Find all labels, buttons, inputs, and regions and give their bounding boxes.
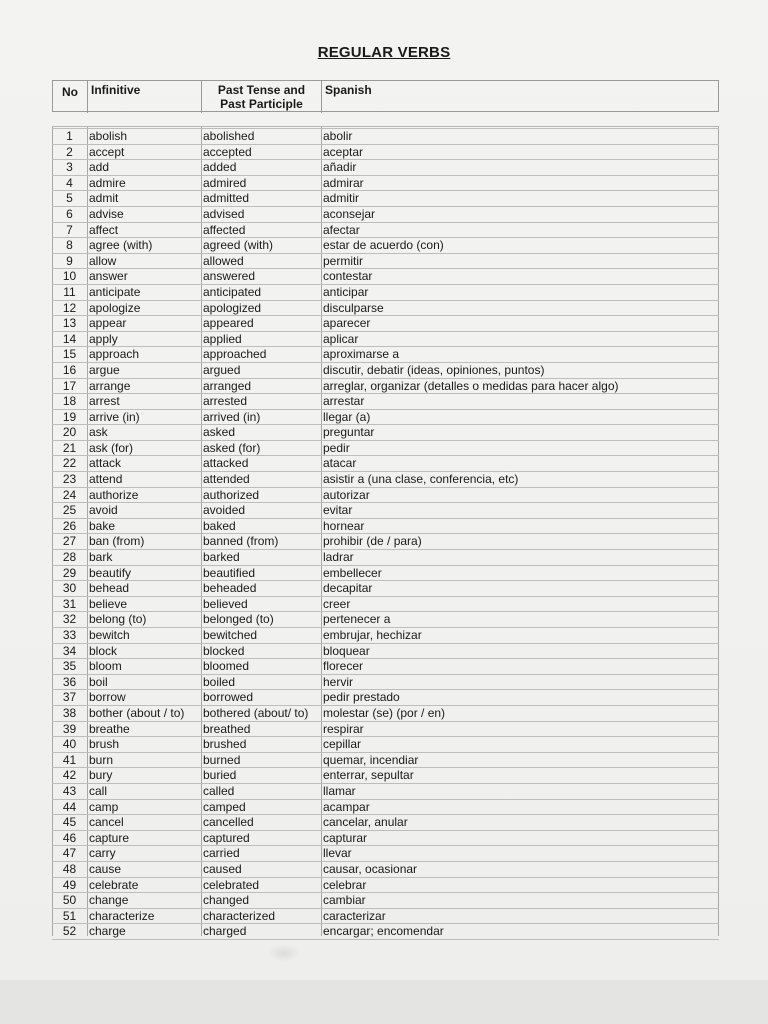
row-past-tense: allowed [203,253,244,268]
row-number: 10 [62,269,77,284]
row-spanish: enterrar, sepultar [323,768,414,783]
row-past-tense: charged [203,924,247,939]
row-number: 43 [62,783,77,798]
row-number: 22 [62,456,77,471]
header-infinitive: Infinitive [88,81,202,113]
row-past-tense: argued [203,362,241,377]
row-number: 46 [62,830,77,845]
row-infinitive: bake [89,518,116,533]
row-past-tense: apologized [203,300,262,315]
row-infinitive: boil [89,674,108,689]
row-number: 16 [62,362,77,377]
row-infinitive: cancel [89,815,124,830]
row-number: 2 [66,144,73,159]
row-past-tense: called [203,783,235,798]
header-past-line2: Past Participle [220,97,303,111]
row-infinitive: agree (with) [89,238,153,253]
table-row [52,909,719,925]
row-number: 50 [62,893,77,908]
table-row [52,706,719,722]
row-past-tense: bloomed [203,659,250,674]
row-number: 42 [62,768,77,783]
row-spanish: estar de acuerdo (con) [323,238,444,253]
row-past-tense: arrived (in) [203,409,261,424]
row-infinitive: borrow [89,690,126,705]
row-spanish: atacar [323,456,357,471]
verbs-table [52,126,719,940]
row-spanish: aproximarse a [323,347,400,362]
row-past-tense: caused [203,861,242,876]
row-number: 49 [62,877,77,892]
table-row [52,207,719,223]
table-row [52,456,719,472]
row-past-tense: affected [203,222,246,237]
row-infinitive: allow [89,253,117,268]
table-row [52,566,719,582]
table-row [52,363,719,379]
row-number: 24 [62,487,77,502]
row-spanish: decapitar [323,581,373,596]
row-spanish: llegar (a) [323,409,371,424]
table-row [52,269,719,285]
row-spanish: causar, ocasionar [323,861,418,876]
table-row [52,129,719,145]
row-past-tense: avoided [203,503,246,518]
row-spanish: afectar [323,222,360,237]
row-infinitive: bother (about / to) [89,705,185,720]
table-row [52,722,719,738]
table-row [52,223,719,239]
row-spanish: cepillar [323,737,362,752]
row-spanish: cambiar [323,893,366,908]
row-number: 31 [62,596,77,611]
table-row [52,675,719,691]
row-infinitive: accept [89,144,125,159]
row-spanish: aconsejar [323,206,376,221]
row-number: 38 [62,705,77,720]
row-spanish: embellecer [323,565,382,580]
row-past-tense: bothered (about/ to) [203,705,309,720]
row-spanish: asistir a (una clase, conferencia, etc) [323,472,519,487]
row-infinitive: anticipate [89,284,141,299]
row-past-tense: asked [203,425,236,440]
table-row [52,612,719,628]
table-row [52,550,719,566]
row-infinitive: block [89,643,118,658]
row-number: 52 [62,924,77,939]
row-infinitive: apply [89,331,118,346]
row-past-tense: arrested [203,394,248,409]
table-row [52,534,719,550]
row-past-tense: barked [203,550,240,565]
row-number: 11 [63,284,76,299]
row-infinitive: bloom [89,659,122,674]
row-infinitive: ban (from) [89,534,145,549]
row-infinitive: believe [89,596,128,611]
row-spanish: molestar (se) (por / en) [323,705,446,720]
row-infinitive: behead [89,581,130,596]
row-past-tense: believed [203,596,248,611]
table-row [52,238,719,254]
row-number: 33 [62,628,77,642]
table-row [52,831,719,847]
table-row [52,753,719,769]
row-number: 9 [66,253,73,268]
table-row [52,628,719,644]
row-past-tense: admired [203,175,247,190]
row-past-tense: attacked [203,456,249,471]
row-number: 44 [62,799,77,814]
table-row [52,737,719,753]
row-infinitive: cause [89,861,122,876]
table-row [52,581,719,597]
table-row [52,285,719,301]
table-row [52,878,719,894]
row-infinitive: characterize [89,908,155,923]
row-spanish: contestar [323,269,373,284]
table-row [52,659,719,675]
table-row [52,425,719,441]
row-spanish: admirar [323,175,364,190]
header-no: No [53,81,88,113]
row-number: 36 [62,674,77,689]
table-row [52,379,719,395]
row-infinitive: authorize [89,487,139,502]
row-infinitive: attack [89,456,122,471]
row-number: 5 [66,191,73,206]
row-number: 41 [62,752,77,767]
row-past-tense: approached [203,347,267,362]
row-spanish: discutir, debatir (ideas, opiniones, puntos) [323,362,545,377]
row-number: 23 [62,472,77,487]
row-infinitive: bury [89,768,113,783]
table-row [52,472,719,488]
row-infinitive: arrive (in) [89,409,140,424]
row-spanish: llamar [323,783,356,798]
row-infinitive: burn [89,752,114,767]
row-infinitive: ask (for) [89,440,134,455]
row-past-tense: captured [203,830,250,845]
row-infinitive: change [89,893,129,908]
row-spanish: evitar [323,503,353,518]
paper-smudge [268,944,300,962]
row-infinitive: camp [89,799,119,814]
row-number: 29 [62,565,77,580]
table-row [52,176,719,192]
row-spanish: caracterizar [323,908,386,923]
row-number: 30 [62,581,77,596]
row-number: 39 [62,721,77,736]
row-infinitive: charge [89,924,126,939]
row-past-tense: breathed [203,721,251,736]
table-row [52,394,719,410]
table-row [52,332,719,348]
table-header [52,80,719,112]
row-number: 1 [66,129,73,143]
table-row [52,145,719,161]
row-spanish: encargar; encomendar [323,924,444,939]
row-spanish: preguntar [323,425,375,440]
row-spanish: arreglar, organizar (detalles o medidas para hacer algo) [323,378,619,393]
row-number: 47 [62,846,77,861]
row-number: 15 [62,347,77,362]
row-past-tense: admitted [203,191,250,206]
row-number: 34 [62,643,77,658]
row-past-tense: baked [203,518,236,533]
row-past-tense: agreed (with) [203,238,274,253]
row-past-tense: applied [203,331,242,346]
row-spanish: permitir [323,253,364,268]
table-row [52,924,719,940]
row-spanish: autorizar [323,487,370,502]
row-spanish: creer [323,596,351,611]
row-spanish: florecer [323,659,364,674]
row-infinitive: admire [89,175,126,190]
row-spanish: añadir [323,160,357,175]
row-number: 13 [62,316,77,331]
row-spanish: pertenecer a [323,612,391,627]
row-number: 7 [66,222,73,237]
row-number: 20 [62,425,77,440]
row-spanish: admitir [323,191,360,206]
row-spanish: embrujar, hechizar [323,628,422,642]
row-past-tense: changed [203,893,250,908]
row-infinitive: avoid [89,503,118,518]
row-past-tense: asked (for) [203,440,261,455]
row-infinitive: admit [89,191,119,206]
row-past-tense: cancelled [203,815,254,830]
row-spanish: bloquear [323,643,370,658]
row-number: 8 [66,238,73,253]
table-row [52,410,719,426]
row-number: 4 [66,175,73,190]
row-spanish: aceptar [323,144,364,159]
row-infinitive: advise [89,206,124,221]
row-past-tense: bewitched [203,628,258,642]
row-infinitive: beautify [89,565,132,580]
table-row [52,254,719,270]
row-infinitive: arrange [89,378,131,393]
row-number: 37 [62,690,77,705]
row-past-tense: burned [203,752,241,767]
row-infinitive: attend [89,472,123,487]
row-past-tense: attended [203,472,250,487]
row-number: 51 [62,908,77,923]
row-number: 26 [62,518,77,533]
row-number: 21 [62,440,77,455]
row-past-tense: answered [203,269,256,284]
table-row [52,519,719,535]
row-number: 17 [62,378,77,393]
row-spanish: disculparse [323,300,384,315]
row-infinitive: apologize [89,300,141,315]
table-row [52,503,719,519]
row-spanish: respirar [323,721,364,736]
row-past-tense: beheaded [203,581,257,596]
row-infinitive: capture [89,830,130,845]
row-infinitive: bewitch [89,628,130,642]
row-past-tense: camped [203,799,246,814]
row-number: 32 [62,612,77,627]
row-infinitive: argue [89,362,120,377]
row-infinitive: celebrate [89,877,139,892]
row-number: 28 [62,550,77,565]
table-row [52,597,719,613]
row-infinitive: breathe [89,721,130,736]
table-row [52,441,719,457]
row-spanish: abolir [323,129,353,143]
row-spanish: hornear [323,518,365,533]
table-row [52,862,719,878]
table-row [52,316,719,332]
row-number: 45 [62,815,77,830]
header-past-tense [202,81,322,113]
row-spanish: anticipar [323,284,369,299]
row-past-tense: arranged [203,378,252,393]
row-infinitive: arrest [89,394,120,409]
row-number: 19 [62,409,77,424]
row-spanish: prohibir (de / para) [323,534,422,549]
row-number: 14 [62,331,77,346]
row-past-tense: appeared [203,316,254,331]
table-row [52,784,719,800]
row-past-tense: celebrated [203,877,260,892]
table-row [52,846,719,862]
table-row [52,488,719,504]
row-number: 25 [62,503,77,518]
table-row [52,301,719,317]
row-spanish: pedir prestado [323,690,400,705]
table-row [52,160,719,176]
row-spanish: acampar [323,799,370,814]
row-spanish: llevar [323,846,352,861]
row-past-tense: beautified [203,565,256,580]
row-spanish: aplicar [323,331,359,346]
row-past-tense: brushed [203,737,247,752]
row-number: 48 [62,861,77,876]
row-infinitive: abolish [89,129,128,143]
row-spanish: capturar [323,830,368,845]
row-infinitive: carry [89,846,116,861]
row-number: 40 [62,737,77,752]
table-row [52,690,719,706]
row-infinitive: appear [89,316,127,331]
row-past-tense: borrowed [203,690,254,705]
row-past-tense: banned (from) [203,534,279,549]
table-row [52,768,719,784]
page-title: REGULAR VERBS [317,44,451,61]
row-infinitive: call [89,783,108,798]
row-past-tense: belonged (to) [203,612,274,627]
row-infinitive: answer [89,269,128,284]
row-spanish: hervir [323,674,354,689]
row-spanish: quemar, incendiar [323,752,419,767]
row-spanish: celebrar [323,877,367,892]
header-past-line1: Past Tense and [217,83,306,97]
row-spanish: ladrar [323,550,354,565]
row-past-tense: blocked [203,643,245,658]
table-row [52,191,719,207]
row-past-tense: characterized [203,908,276,923]
table-row [52,800,719,816]
row-number: 27 [62,534,77,549]
table-row [52,893,719,909]
row-infinitive: belong (to) [89,612,147,627]
table-row [52,815,719,831]
row-spanish: cancelar, anular [323,815,408,830]
row-spanish: arrestar [323,394,365,409]
row-number: 6 [66,206,73,221]
row-number: 3 [66,160,73,175]
row-number: 12 [62,300,77,315]
row-past-tense: accepted [203,144,252,159]
row-infinitive: brush [89,737,120,752]
page-bottom-margin [0,980,768,1024]
row-past-tense: carried [203,846,240,861]
row-spanish: pedir [323,440,350,455]
row-past-tense: authorized [203,487,260,502]
row-infinitive: ask [89,425,108,440]
row-infinitive: affect [89,222,119,237]
row-past-tense: buried [203,768,237,783]
header-spanish: Spanish [325,83,372,97]
row-infinitive: approach [89,347,140,362]
row-past-tense: advised [203,206,245,221]
row-infinitive: bark [89,550,113,565]
row-infinitive: add [89,160,110,175]
row-number: 18 [62,394,77,409]
table-row [52,347,719,363]
row-number: 35 [62,659,77,674]
row-spanish: aparecer [323,316,371,331]
table-row [52,644,719,660]
row-past-tense: boiled [203,674,236,689]
row-past-tense: anticipated [203,284,262,299]
row-past-tense: abolished [203,129,255,143]
row-past-tense: added [203,160,237,175]
